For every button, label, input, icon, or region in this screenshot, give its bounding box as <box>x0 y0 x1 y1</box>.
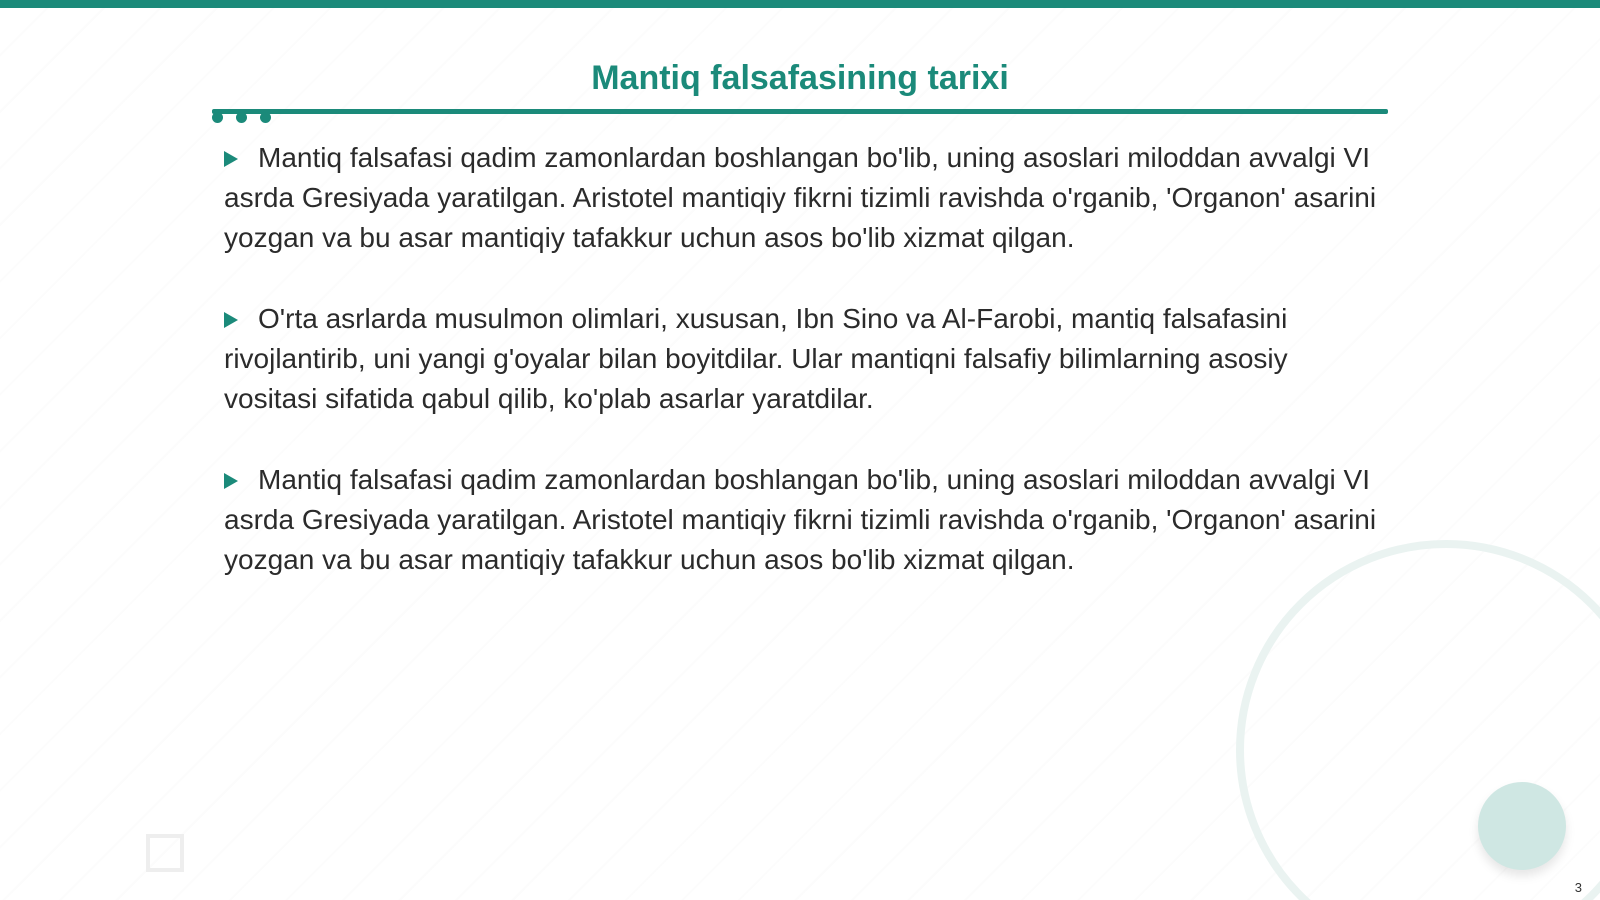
triangle-right-icon <box>224 312 238 328</box>
page-number: 3 <box>1574 880 1582 895</box>
decor-dot <box>236 112 247 123</box>
bullet-paragraph <box>224 460 1384 580</box>
decor-dot <box>212 112 223 123</box>
title-dots-decoration <box>212 112 292 124</box>
decorative-square <box>146 834 184 872</box>
triangle-right-icon <box>224 473 238 489</box>
paragraph-text: Mantiq falsafasi qadim zamonlardan boshlangan bo'lib, uning asoslari miloddan avvalgi VI asrda Gresiyada yaratilgan. Aristotel mantiqiy fikrni tizimli ravishda o'rganib, 'Organon' asarini yozgan va bu asar mantiqiy tafakkur uchun asos bo'lib xizmat qilgan. <box>224 464 1377 575</box>
slide-title: Mantiq falsafasining tarixi <box>591 59 1009 97</box>
bullet-paragraph <box>224 299 1384 419</box>
slide-body <box>224 138 1384 621</box>
paragraph-text: Mantiq falsafasi qadim zamonlardan boshlangan bo'lib, uning asoslari miloddan avvalgi VI asrda Gresiyada yaratilgan. Aristotel mantiqiy fikrni tizimli ravishda o'rganib, 'Organon' asarini yozgan va bu asar mantiqiy tafakkur uchun asos bo'lib xizmat qilgan. <box>224 142 1377 253</box>
triangle-right-icon <box>224 151 238 167</box>
decor-dot <box>260 112 271 123</box>
decorative-circle <box>1478 782 1566 870</box>
bullet-paragraph <box>224 138 1384 258</box>
top-accent-band <box>0 0 1600 8</box>
paragraph-text: O'rta asrlarda musulmon olimlari, xususan, Ibn Sino va Al-Farobi, mantiq falsafasini rivojlantirib, uni yangi g'oyalar bilan boyitdilar. Ular mantiqni falsafiy bilimlarning asosiy vositasi sifatida qabul qilib, ko'plab asarlar yaratdilar. <box>224 303 1288 414</box>
title-underline <box>212 109 1388 114</box>
